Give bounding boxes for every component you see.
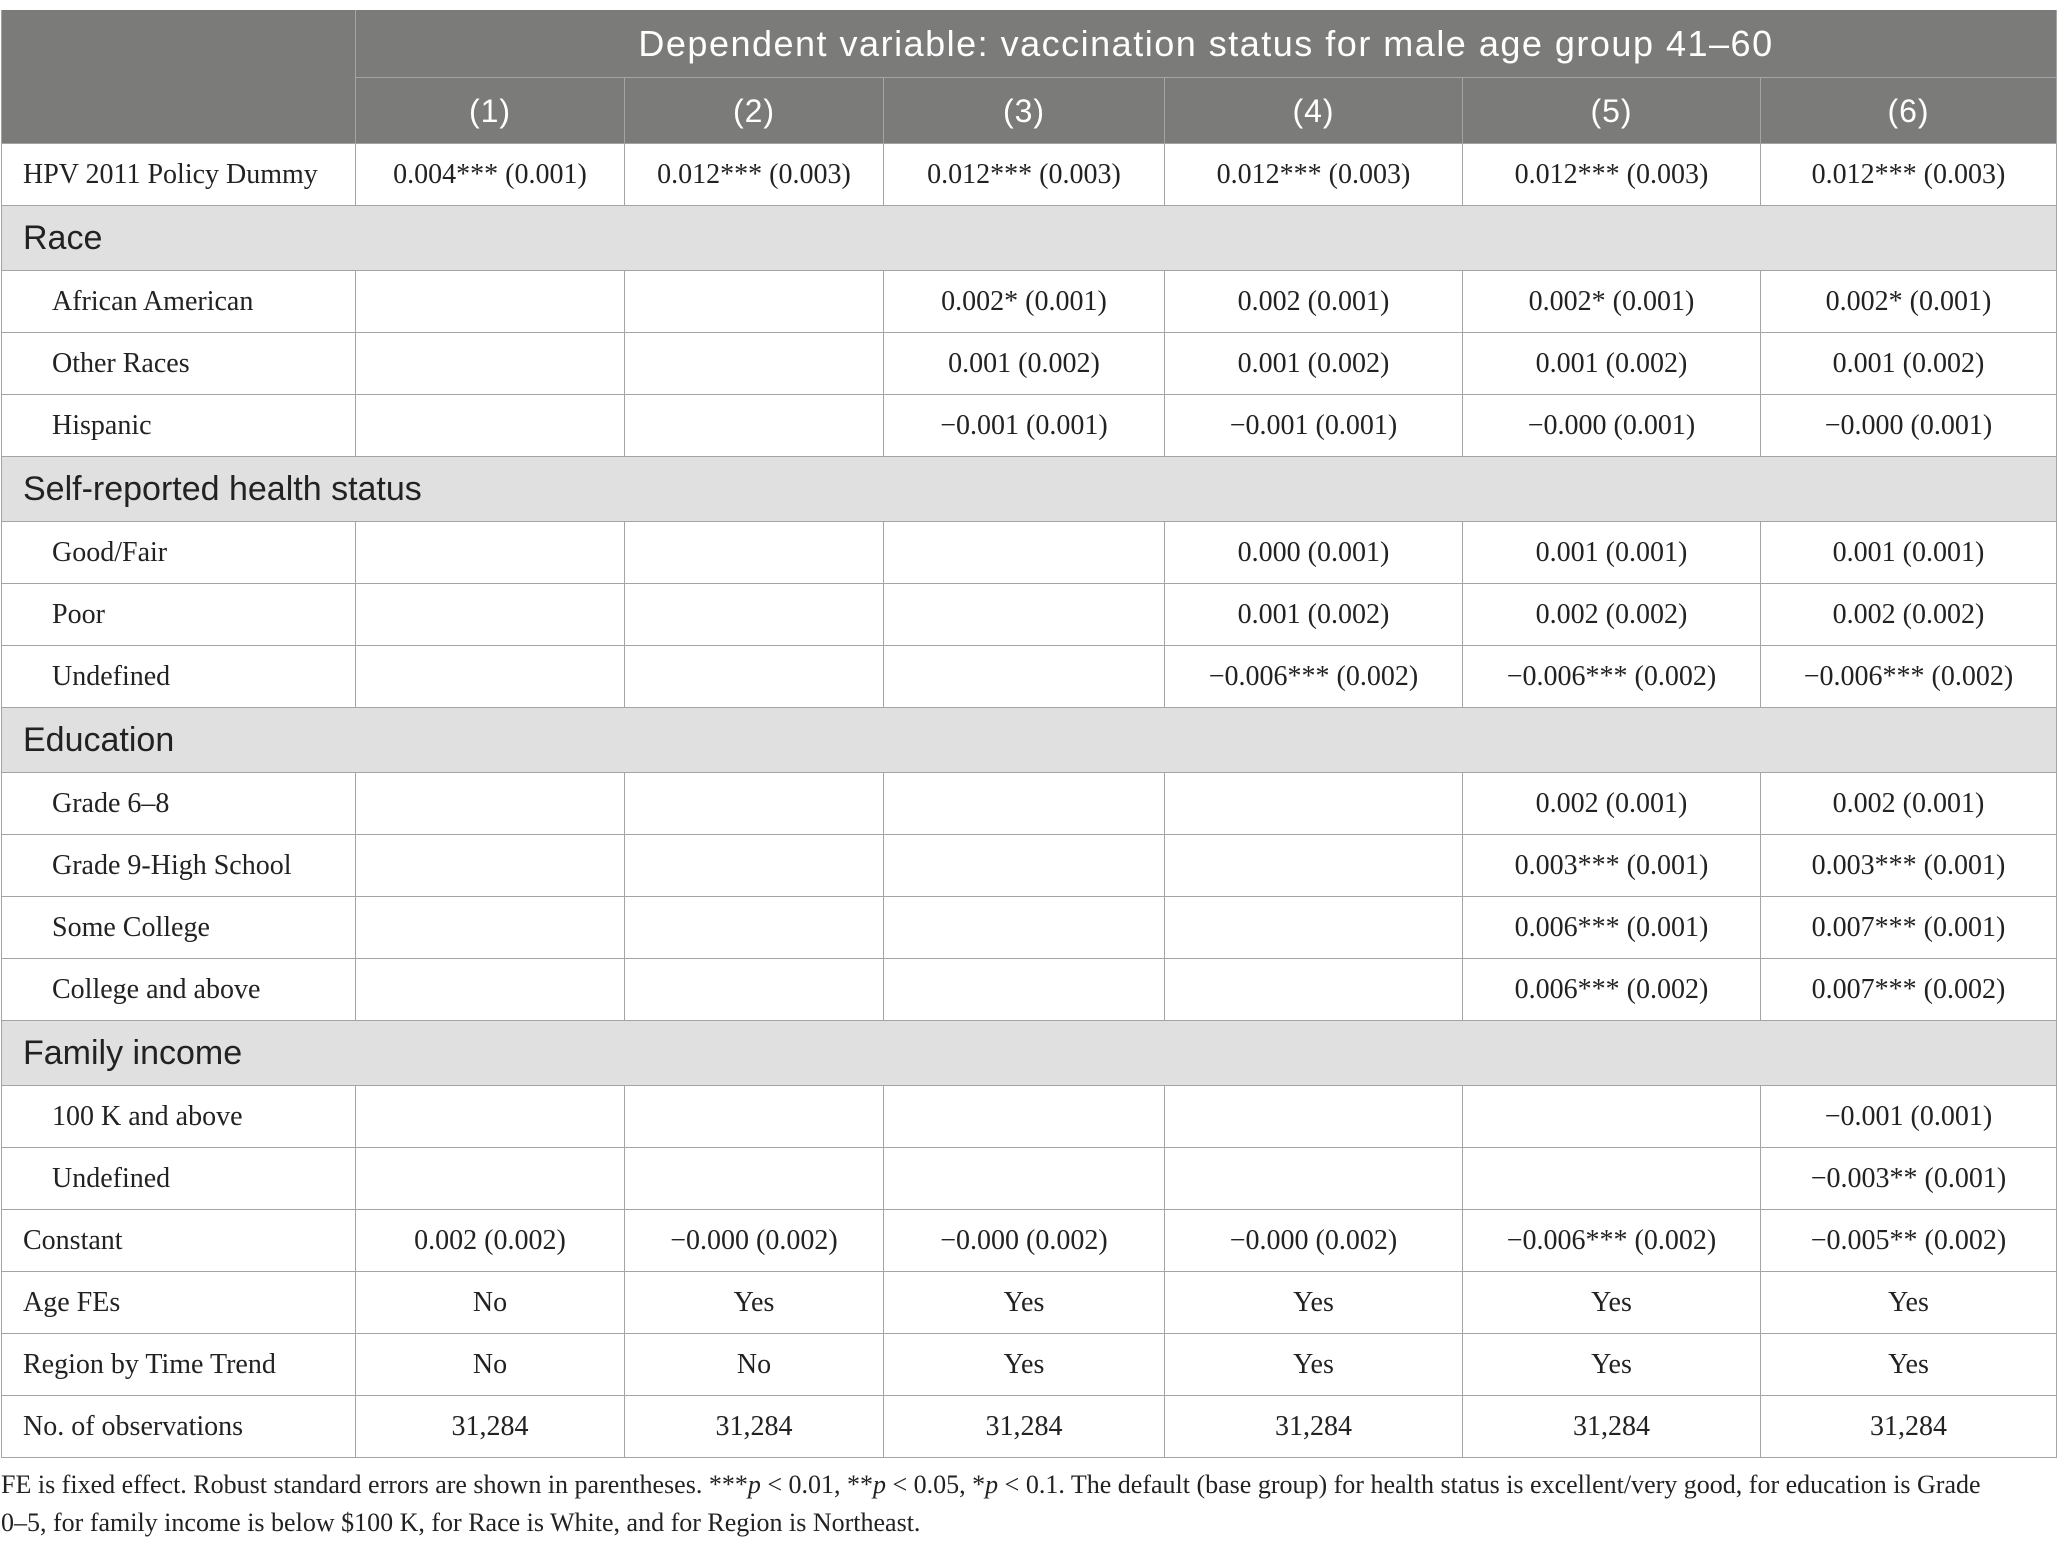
value-model-3 (884, 1086, 1164, 1147)
value-model-1 (356, 959, 624, 1020)
value-model-5: 0.002 (0.001) (1463, 773, 1760, 834)
value-model-4 (1165, 1148, 1462, 1209)
value-model-4 (1165, 835, 1462, 896)
value-model-1 (356, 395, 624, 456)
value-model-3 (884, 959, 1164, 1020)
value-model-2 (625, 522, 883, 583)
value-model-2 (625, 835, 883, 896)
row-label: College and above (2, 959, 355, 1020)
value-model-3 (884, 1148, 1164, 1209)
value-model-1 (356, 835, 624, 896)
row-label: HPV 2011 Policy Dummy (2, 144, 355, 205)
column-header-1: (1) (356, 78, 624, 143)
value-model-5: −0.000 (0.001) (1463, 395, 1760, 456)
p-value-symbol: p (747, 1470, 761, 1499)
column-header-5: (5) (1463, 78, 1760, 143)
row-label: Other Races (2, 333, 355, 394)
p-value-symbol: p (985, 1470, 999, 1499)
value-model-5: 0.002* (0.001) (1463, 271, 1760, 332)
value-model-4: 0.012*** (0.003) (1165, 144, 1462, 205)
regression-table (1, 10, 2057, 1458)
value-model-6: −0.006*** (0.002) (1761, 646, 2056, 707)
section-heading: Education (2, 708, 2056, 772)
value-model-1: No (356, 1334, 624, 1395)
footnote-line-1 (1, 1466, 1981, 1504)
value-model-1 (356, 897, 624, 958)
value-model-2 (625, 395, 883, 456)
value-model-3: −0.001 (0.001) (884, 395, 1164, 456)
value-model-3: 0.002* (0.001) (884, 271, 1164, 332)
row-label: Grade 6–8 (2, 773, 355, 834)
value-model-5: 0.012*** (0.003) (1463, 144, 1760, 205)
value-model-4: Yes (1165, 1334, 1462, 1395)
value-model-4 (1165, 959, 1462, 1020)
value-model-2 (625, 897, 883, 958)
value-model-3: −0.000 (0.002) (884, 1210, 1164, 1271)
table-footnote (1, 1466, 1981, 1542)
value-model-1 (356, 333, 624, 394)
value-model-5: Yes (1463, 1272, 1760, 1333)
value-model-6: 0.012*** (0.003) (1761, 144, 2056, 205)
p-value-symbol: p (873, 1470, 886, 1499)
dependent-variable-header: Dependent variable: vaccination status for male age group 41–60 (356, 10, 2056, 77)
value-model-6: 0.007*** (0.001) (1761, 897, 2056, 958)
value-model-2: No (625, 1334, 883, 1395)
value-model-1 (356, 1148, 624, 1209)
value-model-1: 31,284 (356, 1396, 624, 1457)
row-label: Good/Fair (2, 522, 355, 583)
value-model-4: 0.000 (0.001) (1165, 522, 1462, 583)
row-label: Region by Time Trend (2, 1334, 355, 1395)
value-model-4: 31,284 (1165, 1396, 1462, 1457)
footnote-text: < 0.05, * (886, 1470, 986, 1499)
section-heading: Family income (2, 1021, 2056, 1085)
row-label: 100 K and above (2, 1086, 355, 1147)
value-model-5: 0.003*** (0.001) (1463, 835, 1760, 896)
value-model-5 (1463, 1086, 1760, 1147)
value-model-3 (884, 773, 1164, 834)
value-model-3: Yes (884, 1334, 1164, 1395)
value-model-3 (884, 646, 1164, 707)
footnote-line-2 (1, 1504, 1981, 1542)
value-model-1 (356, 646, 624, 707)
value-model-2 (625, 1086, 883, 1147)
value-model-5: Yes (1463, 1334, 1760, 1395)
header-corner (2, 10, 355, 143)
value-model-1: 0.002 (0.002) (356, 1210, 624, 1271)
value-model-5: 0.006*** (0.002) (1463, 959, 1760, 1020)
value-model-6: −0.003** (0.001) (1761, 1148, 2056, 1209)
value-model-6: 31,284 (1761, 1396, 2056, 1457)
row-label: Constant (2, 1210, 355, 1271)
value-model-4: 0.001 (0.002) (1165, 333, 1462, 394)
value-model-5 (1463, 1148, 1760, 1209)
value-model-4: Yes (1165, 1272, 1462, 1333)
footnote-text: FE is fixed effect. Robust standard errors are shown in parentheses. *** (1, 1470, 748, 1499)
row-label: African American (2, 271, 355, 332)
row-label: Poor (2, 584, 355, 645)
value-model-4: −0.001 (0.001) (1165, 395, 1462, 456)
value-model-6: Yes (1761, 1272, 2056, 1333)
value-model-6: 0.001 (0.002) (1761, 333, 2056, 394)
value-model-2 (625, 333, 883, 394)
footnote-text: < 0.1. The default (base group) for health status is excellent/very good, for education is Grade (998, 1470, 1981, 1499)
value-model-1 (356, 584, 624, 645)
value-model-4: −0.006*** (0.002) (1165, 646, 1462, 707)
value-model-4: −0.000 (0.002) (1165, 1210, 1462, 1271)
value-model-2 (625, 1148, 883, 1209)
value-model-6: −0.001 (0.001) (1761, 1086, 2056, 1147)
value-model-2 (625, 646, 883, 707)
row-label: Hispanic (2, 395, 355, 456)
value-model-6: 0.007*** (0.002) (1761, 959, 2056, 1020)
value-model-3 (884, 897, 1164, 958)
value-model-3: Yes (884, 1272, 1164, 1333)
value-model-1 (356, 522, 624, 583)
column-header-6: (6) (1761, 78, 2056, 143)
value-model-2 (625, 959, 883, 1020)
value-model-3 (884, 584, 1164, 645)
value-model-2 (625, 271, 883, 332)
value-model-5: 0.006*** (0.001) (1463, 897, 1760, 958)
value-model-1 (356, 271, 624, 332)
value-model-6: 0.002 (0.001) (1761, 773, 2056, 834)
value-model-5: −0.006*** (0.002) (1463, 1210, 1760, 1271)
row-label: Age FEs (2, 1272, 355, 1333)
value-model-6: 0.002* (0.001) (1761, 271, 2056, 332)
footnote-text: 0–5, for family income is below $100 K, for Race is White, and for Region is Northeast. (1, 1508, 921, 1537)
value-model-6: Yes (1761, 1334, 2056, 1395)
row-label: Some College (2, 897, 355, 958)
column-header-2: (2) (625, 78, 883, 143)
value-model-5: 0.001 (0.002) (1463, 333, 1760, 394)
footnote-text: < 0.01, ** (760, 1470, 873, 1499)
value-model-2: 0.012*** (0.003) (625, 144, 883, 205)
value-model-4 (1165, 1086, 1462, 1147)
value-model-6: 0.003*** (0.001) (1761, 835, 2056, 896)
value-model-2 (625, 584, 883, 645)
value-model-6: −0.005** (0.002) (1761, 1210, 2056, 1271)
value-model-3 (884, 522, 1164, 583)
value-model-2: −0.000 (0.002) (625, 1210, 883, 1271)
row-label: No. of observations (2, 1396, 355, 1457)
value-model-6: 0.001 (0.001) (1761, 522, 2056, 583)
value-model-4: 0.002 (0.001) (1165, 271, 1462, 332)
value-model-6: −0.000 (0.001) (1761, 395, 2056, 456)
value-model-4: 0.001 (0.002) (1165, 584, 1462, 645)
value-model-2: Yes (625, 1272, 883, 1333)
value-model-4 (1165, 897, 1462, 958)
value-model-5: 0.001 (0.001) (1463, 522, 1760, 583)
value-model-1: 0.004*** (0.001) (356, 144, 624, 205)
column-header-4: (4) (1165, 78, 1462, 143)
value-model-3: 0.001 (0.002) (884, 333, 1164, 394)
value-model-5: 0.002 (0.002) (1463, 584, 1760, 645)
row-label: Grade 9-High School (2, 835, 355, 896)
value-model-5: 31,284 (1463, 1396, 1760, 1457)
row-label: Undefined (2, 1148, 355, 1209)
value-model-6: 0.002 (0.002) (1761, 584, 2056, 645)
value-model-5: −0.006*** (0.002) (1463, 646, 1760, 707)
section-heading: Self-reported health status (2, 457, 2056, 521)
value-model-1 (356, 773, 624, 834)
section-heading: Race (2, 206, 2056, 270)
value-model-1: No (356, 1272, 624, 1333)
value-model-4 (1165, 773, 1462, 834)
column-header-3: (3) (884, 78, 1164, 143)
value-model-3 (884, 835, 1164, 896)
value-model-1 (356, 1086, 624, 1147)
value-model-3: 31,284 (884, 1396, 1164, 1457)
row-label: Undefined (2, 646, 355, 707)
value-model-2: 31,284 (625, 1396, 883, 1457)
value-model-3: 0.012*** (0.003) (884, 144, 1164, 205)
value-model-2 (625, 773, 883, 834)
